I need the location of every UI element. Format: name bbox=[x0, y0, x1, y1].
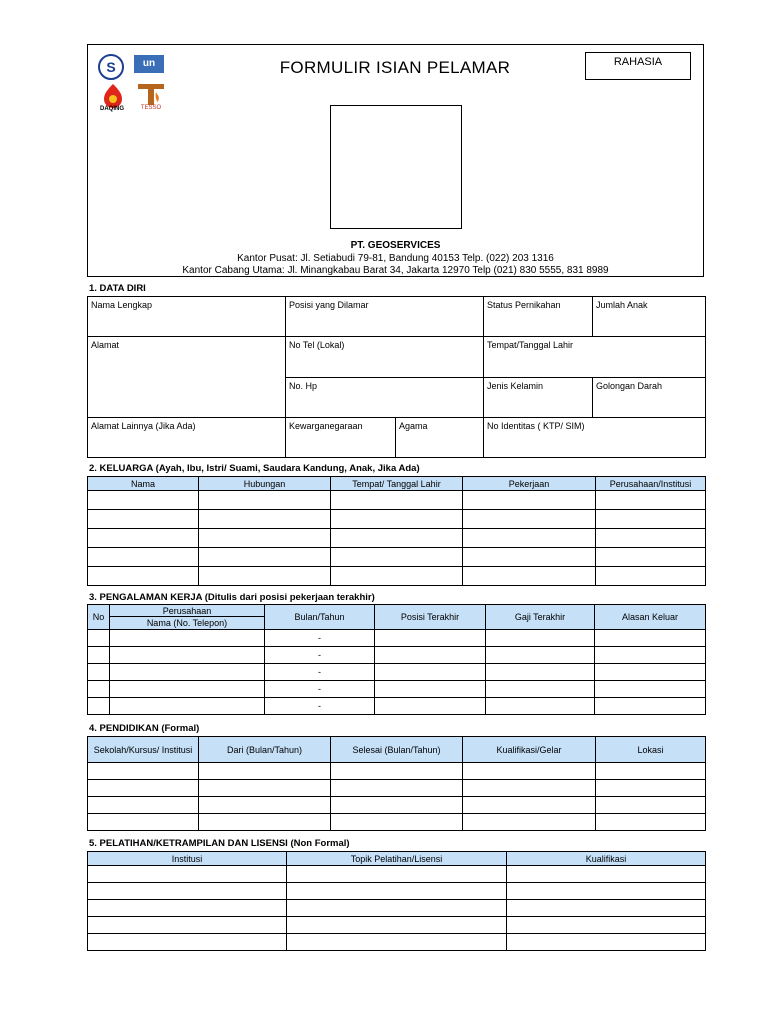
education-table bbox=[87, 736, 706, 831]
table-cell[interactable] bbox=[88, 647, 110, 664]
table-cell[interactable] bbox=[199, 567, 331, 586]
col-header: Sekolah/Kursus/ Institusi bbox=[88, 737, 199, 763]
table-cell[interactable] bbox=[486, 647, 595, 664]
geoservices-logo-icon bbox=[98, 54, 124, 80]
table-cell[interactable] bbox=[88, 814, 199, 831]
date-dash[interactable]: - bbox=[265, 664, 375, 681]
family-table bbox=[87, 476, 706, 586]
table-cell[interactable] bbox=[596, 763, 706, 780]
work-experience-table bbox=[87, 604, 706, 715]
col-header: Pekerjaan bbox=[463, 477, 596, 491]
table-cell[interactable] bbox=[110, 630, 265, 647]
table-cell[interactable] bbox=[88, 529, 199, 548]
table-cell[interactable] bbox=[199, 491, 331, 510]
table-cell[interactable] bbox=[110, 681, 265, 698]
table-row bbox=[88, 510, 706, 529]
table-cell[interactable] bbox=[88, 681, 110, 698]
table-row bbox=[88, 647, 706, 664]
field-no-identitas[interactable]: No Identitas ( KTP/ SIM) bbox=[484, 418, 706, 458]
table-cell[interactable] bbox=[88, 567, 199, 586]
table-cell[interactable] bbox=[463, 491, 596, 510]
date-dash[interactable]: - bbox=[265, 647, 375, 664]
table-cell[interactable] bbox=[88, 780, 199, 797]
table-cell[interactable] bbox=[463, 567, 596, 586]
col-header: Lokasi bbox=[596, 737, 706, 763]
table-cell[interactable] bbox=[596, 529, 706, 548]
field-golongan-darah[interactable]: Golongan Darah bbox=[593, 378, 706, 418]
table-cell[interactable] bbox=[596, 814, 706, 831]
table-cell[interactable] bbox=[463, 529, 596, 548]
table-cell[interactable] bbox=[507, 883, 706, 900]
table-cell[interactable] bbox=[88, 491, 199, 510]
table-cell[interactable] bbox=[88, 548, 199, 567]
col-header: Hubungan bbox=[199, 477, 331, 491]
col-header-gaji: Gaji Terakhir bbox=[486, 605, 595, 630]
table-row bbox=[88, 630, 706, 647]
table-cell[interactable] bbox=[486, 664, 595, 681]
table-cell[interactable] bbox=[507, 917, 706, 934]
table-cell[interactable] bbox=[596, 491, 706, 510]
col-header: Perusahaan/Institusi bbox=[596, 477, 706, 491]
date-dash[interactable]: - bbox=[265, 630, 375, 647]
table-row bbox=[88, 883, 706, 900]
table-row bbox=[88, 797, 706, 814]
table-cell[interactable] bbox=[463, 548, 596, 567]
table-cell[interactable] bbox=[88, 698, 110, 715]
table-cell[interactable] bbox=[199, 780, 331, 797]
table-cell[interactable] bbox=[463, 780, 596, 797]
col-header: Nama bbox=[88, 477, 199, 491]
table-row bbox=[88, 763, 706, 780]
table-cell[interactable] bbox=[375, 630, 486, 647]
field-jenis-kelamin[interactable]: Jenis Kelamin bbox=[484, 378, 593, 418]
table-row bbox=[88, 567, 706, 586]
col-header-perusahaan: Perusahaan bbox=[110, 605, 265, 617]
table-cell[interactable] bbox=[507, 866, 706, 883]
table-cell[interactable] bbox=[199, 510, 331, 529]
field-nama-lengkap[interactable]: Nama Lengkap bbox=[88, 297, 286, 337]
table-cell[interactable] bbox=[596, 567, 706, 586]
field-posisi[interactable]: Posisi yang Dilamar bbox=[286, 297, 484, 337]
col-header-nama-telepon: Nama (No. Telepon) bbox=[110, 617, 265, 630]
table-cell[interactable] bbox=[199, 529, 331, 548]
field-status-pernikahan[interactable]: Status Pernikahan bbox=[484, 297, 593, 337]
field-agama[interactable]: Agama bbox=[396, 418, 484, 458]
table-cell[interactable] bbox=[595, 630, 706, 647]
table-cell[interactable] bbox=[88, 900, 287, 917]
table-cell[interactable] bbox=[88, 797, 199, 814]
table-cell[interactable] bbox=[88, 630, 110, 647]
table-cell[interactable] bbox=[375, 664, 486, 681]
table-cell[interactable] bbox=[375, 647, 486, 664]
tesso-logo-icon bbox=[136, 82, 166, 106]
table-row bbox=[88, 780, 706, 797]
table-cell[interactable] bbox=[287, 866, 507, 883]
col-header: Kualifikasi/Gelar bbox=[463, 737, 596, 763]
col-header-alasan: Alasan Keluar bbox=[595, 605, 706, 630]
table-row bbox=[88, 529, 706, 548]
section1-title: 1. DATA DIRI bbox=[89, 283, 146, 294]
table-row bbox=[88, 491, 706, 510]
table-cell[interactable] bbox=[88, 934, 287, 951]
table-cell[interactable] bbox=[463, 814, 596, 831]
table-cell[interactable] bbox=[88, 866, 287, 883]
training-table bbox=[87, 851, 706, 951]
branch-office-address: Kantor Cabang Utama: Jl. Minangkabau Barat 34, Jakarta 12970 Telp (021) 830 5555, 831 8989 bbox=[182, 265, 609, 276]
confidential-label: RAHASIA bbox=[585, 52, 691, 80]
section5-title: 5. PELATIHAN/KETRAMPILAN DAN LISENSI (Non Formal) bbox=[89, 838, 350, 849]
company-name: PT. GEOSERVICES bbox=[350, 240, 441, 251]
col-header: Topik Pelatihan/Lisensi bbox=[287, 852, 507, 866]
table-cell[interactable] bbox=[331, 491, 463, 510]
table-row bbox=[88, 917, 706, 934]
col-header: Kualifikasi bbox=[507, 852, 706, 866]
table-cell[interactable] bbox=[486, 698, 595, 715]
tesso-logo-text: TESSO bbox=[140, 105, 162, 111]
table-cell[interactable] bbox=[463, 763, 596, 780]
col-header: Selesai (Bulan/Tahun) bbox=[331, 737, 463, 763]
table-cell[interactable] bbox=[595, 647, 706, 664]
section4-title: 4. PENDIDIKAN (Formal) bbox=[89, 723, 200, 734]
table-cell[interactable] bbox=[375, 698, 486, 715]
head-office-address: Kantor Pusat: Jl. Setiabudi 79-81, Bandung 40153 Telp. (022) 203 1316 bbox=[237, 253, 554, 264]
table-cell[interactable] bbox=[596, 548, 706, 567]
table-cell[interactable] bbox=[331, 567, 463, 586]
table-cell[interactable] bbox=[463, 510, 596, 529]
table-cell[interactable] bbox=[88, 763, 199, 780]
table-cell[interactable] bbox=[596, 797, 706, 814]
table-row bbox=[88, 900, 706, 917]
table-row bbox=[88, 934, 706, 951]
table-cell[interactable] bbox=[331, 797, 463, 814]
col-header-no: No bbox=[88, 605, 110, 630]
svg-text:S: S bbox=[106, 59, 116, 75]
table-cell[interactable] bbox=[331, 814, 463, 831]
field-no-tel[interactable]: No Tel (Lokal) bbox=[286, 337, 484, 378]
table-cell[interactable] bbox=[595, 664, 706, 681]
col-header-bulan: Bulan/Tahun bbox=[265, 605, 375, 630]
table-cell[interactable] bbox=[199, 797, 331, 814]
table-row bbox=[88, 814, 706, 831]
un-logo-icon: un bbox=[134, 55, 164, 73]
table-row bbox=[88, 664, 706, 681]
table-cell[interactable] bbox=[596, 780, 706, 797]
table-row bbox=[88, 681, 706, 698]
table-row bbox=[88, 698, 706, 715]
date-dash[interactable]: - bbox=[265, 698, 375, 715]
form-title: FORMULIR ISIAN PELAMAR bbox=[279, 58, 511, 77]
table-cell[interactable] bbox=[595, 698, 706, 715]
table-cell[interactable] bbox=[88, 883, 287, 900]
table-cell[interactable] bbox=[287, 917, 507, 934]
table-cell[interactable] bbox=[486, 630, 595, 647]
table-cell[interactable] bbox=[331, 510, 463, 529]
field-tempat-tanggal-lahir[interactable]: Tempat/Tanggal Lahir bbox=[484, 337, 706, 378]
table-cell[interactable] bbox=[331, 548, 463, 567]
table-cell[interactable] bbox=[88, 917, 287, 934]
field-no-hp[interactable]: No. Hp bbox=[286, 378, 484, 418]
table-cell[interactable] bbox=[110, 664, 265, 681]
field-alamat[interactable]: Alamat bbox=[88, 337, 286, 418]
col-header: Tempat/ Tanggal Lahir bbox=[331, 477, 463, 491]
personal-data-table bbox=[87, 296, 706, 458]
table-cell[interactable] bbox=[199, 763, 331, 780]
table-cell[interactable] bbox=[199, 548, 331, 567]
table-cell[interactable] bbox=[88, 664, 110, 681]
field-jumlah-anak[interactable]: Jumlah Anak bbox=[593, 297, 706, 337]
col-header: Institusi bbox=[88, 852, 287, 866]
table-cell[interactable] bbox=[199, 814, 331, 831]
table-cell[interactable] bbox=[110, 647, 265, 664]
table-cell[interactable] bbox=[596, 510, 706, 529]
table-cell[interactable] bbox=[331, 529, 463, 548]
field-kewarganegaraan[interactable]: Kewarganegaraan bbox=[286, 418, 396, 458]
table-cell[interactable] bbox=[287, 934, 507, 951]
table-cell[interactable] bbox=[507, 900, 706, 917]
table-cell[interactable] bbox=[88, 510, 199, 529]
section3-title: 3. PENGALAMAN KERJA (Ditulis dari posisi pekerjaan terakhir) bbox=[89, 592, 375, 603]
table-cell[interactable] bbox=[110, 698, 265, 715]
table-cell[interactable] bbox=[287, 883, 507, 900]
section2-title: 2. KELUARGA (Ayah, Ibu, Istri/ Suami, Saudara Kandung, Anak, Jika Ada) bbox=[89, 463, 420, 474]
table-cell[interactable] bbox=[486, 681, 595, 698]
col-header-posisi: Posisi Terakhir bbox=[375, 605, 486, 630]
table-cell[interactable] bbox=[507, 934, 706, 951]
photo-box[interactable] bbox=[330, 105, 462, 229]
table-row bbox=[88, 548, 706, 567]
table-cell[interactable] bbox=[595, 681, 706, 698]
date-dash[interactable]: - bbox=[265, 681, 375, 698]
col-header: Dari (Bulan/Tahun) bbox=[199, 737, 331, 763]
table-cell[interactable] bbox=[287, 900, 507, 917]
table-cell[interactable] bbox=[331, 780, 463, 797]
field-alamat-lainnya[interactable]: Alamat Lainnya (Jika Ada) bbox=[88, 418, 286, 458]
table-cell[interactable] bbox=[463, 797, 596, 814]
table-cell[interactable] bbox=[331, 763, 463, 780]
daqing-logo-text: DAQING bbox=[100, 106, 124, 112]
table-row bbox=[88, 866, 706, 883]
table-cell[interactable] bbox=[375, 681, 486, 698]
